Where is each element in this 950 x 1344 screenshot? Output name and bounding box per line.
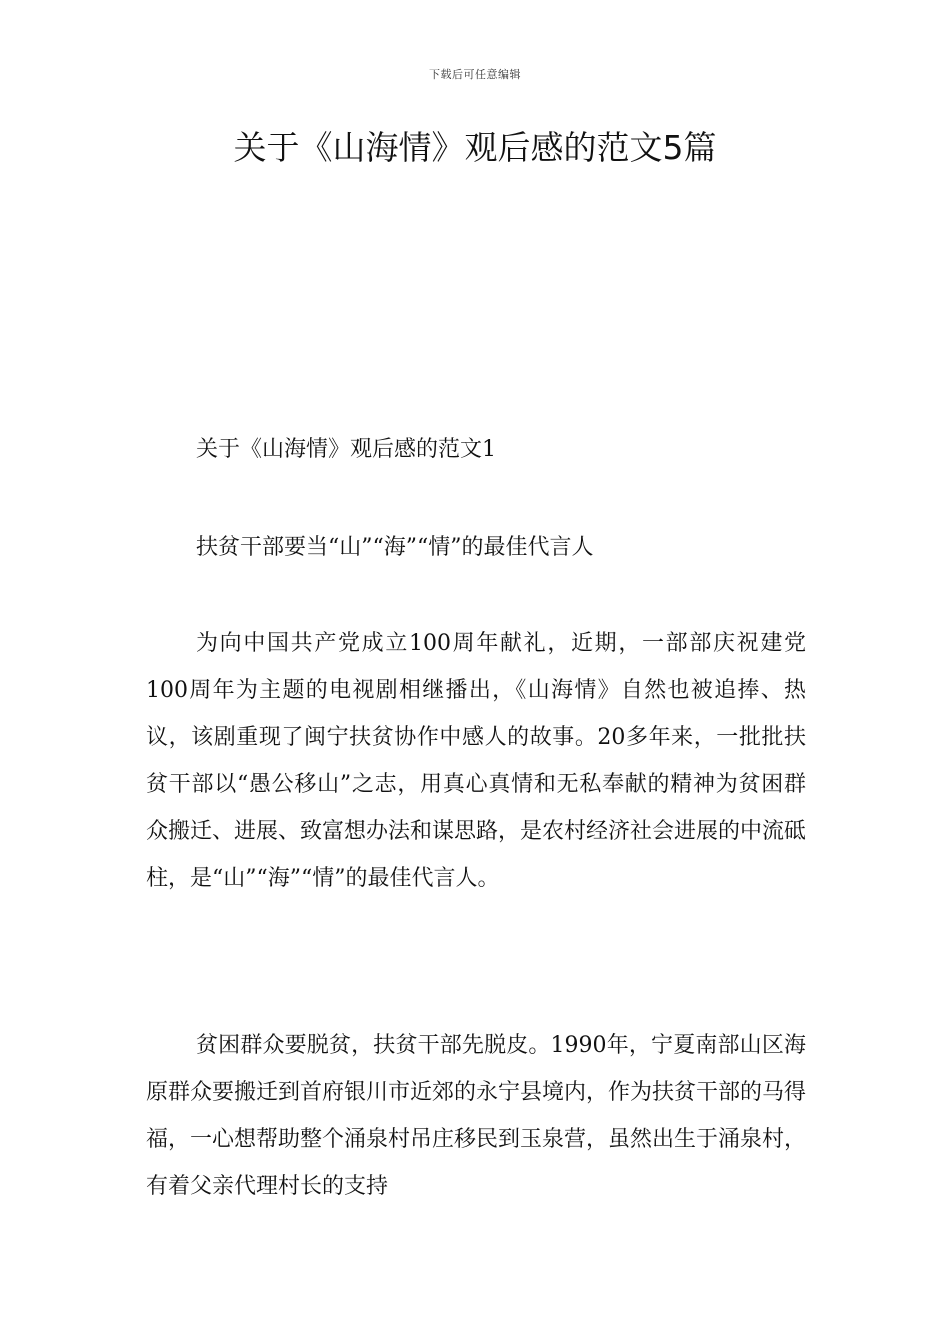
header-note: 下载后可任意编辑 — [429, 68, 521, 81]
paragraph-block-1 — [146, 620, 806, 902]
article-subtitle: 扶贫干部要当“山”“海”“情”的最佳代言人 — [196, 535, 594, 560]
section-heading-block — [146, 426, 806, 473]
document-title: 关于《山海情》观后感的范文5篇 — [233, 128, 717, 167]
paragraph-block-2 — [146, 1022, 806, 1210]
body-paragraph: 为向中国共产党成立100周年献礼，近期，一部部庆祝建党100周年为主题的电视剧相继播出，《山海情》自然也被追捧、热议，该剧重现了闽宁扶贫协作中感人的故事。20多年来，一批批扶贫干部以“愚公移山”之志，用真心真情和无私奉献的精神为贫困群众搬迁、进展、致富想办法和谋思路，是农村经济社会进展的中流砥柱，是“山”“海”“情”的最佳代言人。 — [146, 631, 807, 891]
subtitle-block — [146, 524, 806, 571]
section-heading: 关于《山海情》观后感的范文1 — [196, 437, 496, 462]
body-paragraph: 贫困群众要脱贫，扶贫干部先脱皮。1990年，宁夏南部山区海原群众要搬迁到首府银川市近郊的永宁县境内，作为扶贫干部的马得福，一心想帮助整个涌泉村吊庄移民到玉泉营，虽然出生于涌泉村，有着父亲代理村长的支持 — [146, 1033, 807, 1199]
